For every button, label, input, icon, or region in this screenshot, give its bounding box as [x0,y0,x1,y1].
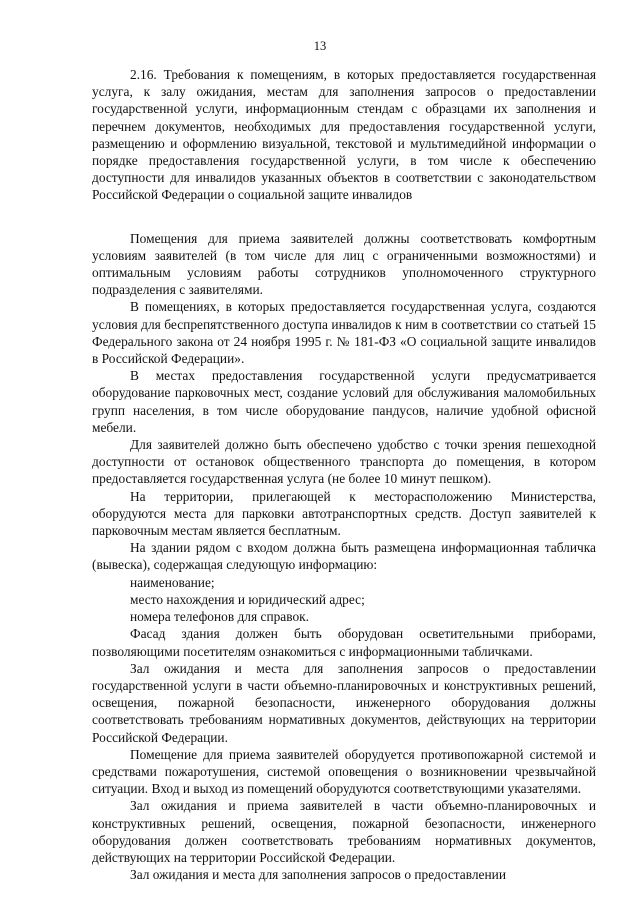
paragraph: В помещениях, в которых предоставляется государственная услуга, создаются условия для беспрепятственного доступа инвалидов к ним в соответствии со статьей 15 Федерального закона от 24 ноября 1995 г. № 181-ФЗ «О социальной защите инвалидов в Российской Федерации». [92,299,596,367]
paragraph: Зал ожидания и места для заполнения запросов о предоставлении [130,867,507,883]
paragraph: Помещение для приема заявителей оборудуется противопожарной системой и средствами пожаротушения, системой оповещения о возникновении чрезвычайной ситуации. Вход и выход из помещений оборудуются соответствующими указателями. [92,746,596,797]
paragraph: Помещения для приема заявителей должны соответствовать комфортным условиям заявителей (в том числе для лиц с ограниченными возможностями) и оптимальным условиям работы сотрудников уполномоченного структурного подразделения с заявителями. [92,230,596,298]
list-item: номера телефонов для справок. [130,609,310,625]
paragraph: Зал ожидания и приема заявителей в части объемно-планировочных и конструктивных решений, освещения, пожарной безопасности, инженерного оборудования должен соответствовать требованиям нормативных документов, действующих на территории Российской Федерации. [92,798,596,865]
list-item: место нахождения и юридический адрес; [130,591,365,607]
paragraph: На территории, прилегающей к месторасположению Министерства, оборудуются места для парковки автотранспортных средств. Доступ заявителей к парковочным местам является бесплатным. [92,488,596,539]
document-body [92,66,596,883]
paragraph: Зал ожидания и места для заполнения запросов о предоставлении государственной услуги в части объемно-планировочных и конструктивных решений, освещения, пожарной безопасности, инженерного оборудования должны соответствовать требованиям нормативных документов, действующих на территории Российской Федерации. [92,660,596,745]
paragraph: Фасад здания должен быть оборудован осветительными приборами, позволяющими посетителям ознакомиться с информационными табличками. [92,626,596,659]
paragraph: В местах предоставления государственной услуги предусматривается оборудование парковочных мест, создание условий для обслуживания маломобильных групп населения, в том числе оборудование пандусов, наличие удобной офисной мебели. [92,368,596,435]
list-item: наименование; [130,574,215,590]
section-heading: 2.16. Требования к помещениям, в которых предоставляется государственная услуга, к залу ожидания, местам для заполнения запросов о предоставлении государственной услуги, информационным стендам с образцами их заполнения и перечнем документов, необходимых для предоставления государственной услуги, размещению и оформлению визуальной, текстовой и мультимедийной информации о порядке предоставления государственной услуги, в том числе к обеспечению доступности для инвалидов указанных объектов в соответствии с законодательством Российской Федерации о социальной защите инвалидов [92,67,596,203]
paragraph: Для заявителей должно быть обеспечено удобство с точки зрения пешеходной доступности от остановок общественного транспорта до помещения, в котором предоставляется государственная услуга (не более 10 минут пешком). [92,437,596,487]
paragraph: На здании рядом с входом должна быть размещена информационная табличка (вывеска), содержащая следующую информацию: [92,540,596,573]
page-number: 13 [313,39,327,53]
